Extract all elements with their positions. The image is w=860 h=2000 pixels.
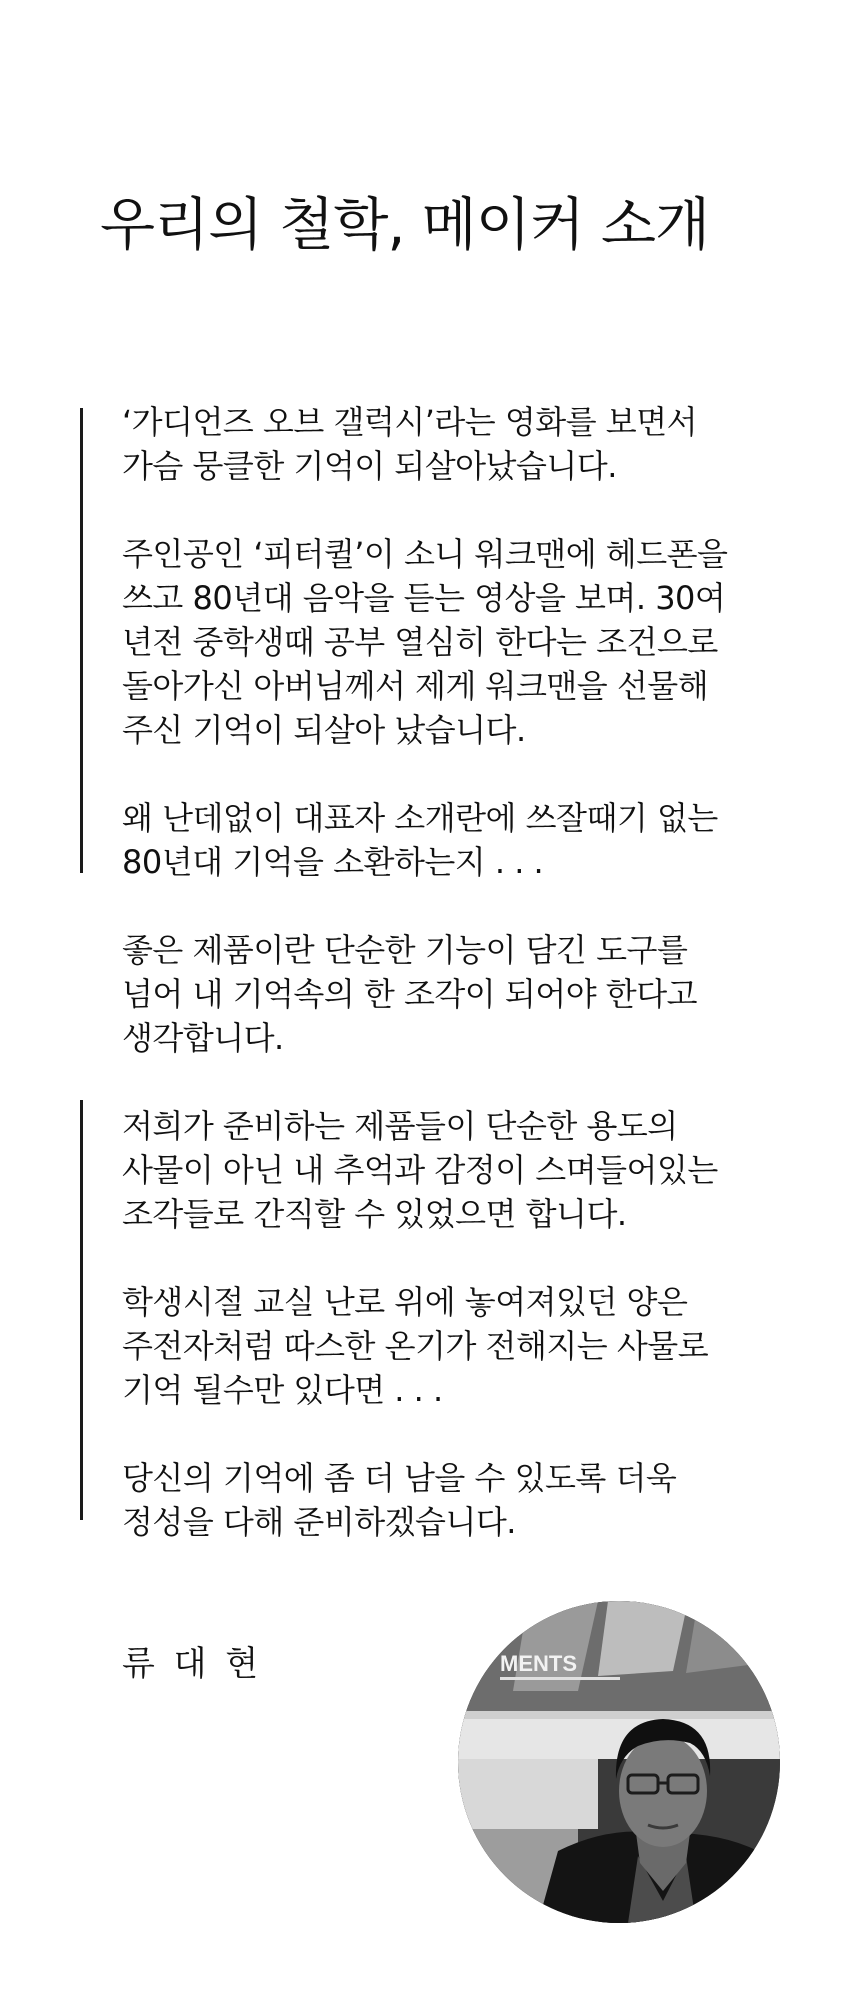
page-title: 우리의 철학, 메이커 소개 — [100, 192, 710, 258]
paragraph-why — [122, 796, 842, 884]
paragraph-our-products — [122, 1104, 842, 1236]
paragraph-good-product — [122, 928, 842, 1060]
text-line: 당신의 기억에 좀 더 남을 수 있도록 더욱 — [122, 1459, 677, 1497]
text-line: 년전 중학생때 공부 열심히 한다는 조건으로 — [122, 623, 718, 661]
text-line: 좋은 제품이란 단순한 기능이 담긴 도구를 — [122, 931, 688, 969]
text-line: 학생시절 교실 난로 위에 놓여져있던 양은 — [122, 1283, 688, 1321]
text-line: 쓰고 80년대 음악을 듣는 영상을 보며. 30여 — [122, 579, 726, 617]
quote-bar-top — [80, 408, 83, 873]
text-line: 주인공인 ‘피터퀼’이 소니 워크맨에 헤드폰을 — [122, 535, 728, 573]
text-line: 조각들로 간직할 수 있었으면 합니다. — [122, 1195, 627, 1233]
text-line: ‘가디언즈 오브 갤럭시’라는 영화를 보면서 — [122, 403, 698, 441]
text-line: 기억 될수만 있다면 . . . — [122, 1371, 443, 1409]
paragraph-walkman — [122, 532, 842, 752]
text-line: 돌아가신 아버님께서 제게 워크맨을 선물해 — [122, 667, 709, 705]
text-line: 정성을 다해 준비하겠습니다. — [122, 1503, 516, 1541]
text-line: 저희가 준비하는 제품들이 단순한 용도의 — [122, 1107, 678, 1145]
text-line: 사물이 아닌 내 추억과 감정이 스며들어있는 — [122, 1151, 718, 1189]
text-line: 80년대 기억을 소환하는지 . . . — [122, 843, 544, 881]
paragraph-intro — [122, 400, 842, 488]
quote-bar-bottom — [80, 1100, 83, 1520]
text-line: 가슴 뭉클한 기억이 되살아났습니다. — [122, 447, 617, 485]
text-line: 왜 난데없이 대표자 소개란에 쓰잘때기 없는 — [122, 799, 718, 837]
text-line: 주신 기억이 되살아 났습니다. — [122, 711, 526, 749]
paragraph-kettle — [122, 1280, 842, 1412]
portrait-sign-text: MENTS — [500, 1651, 577, 1676]
philosophy-text — [122, 400, 842, 1588]
portrait-photo — [458, 1601, 780, 1923]
text-line: 넘어 내 기억속의 한 조각이 되어야 한다고 — [122, 975, 698, 1013]
text-line: 주전자처럼 따스한 온기가 전해지는 사물로 — [122, 1327, 709, 1365]
text-line: 생각합니다. — [122, 1019, 284, 1057]
author-portrait — [458, 1601, 780, 1923]
paragraph-closing — [122, 1456, 842, 1544]
author-signature: 류 대 현 — [122, 1644, 263, 1684]
